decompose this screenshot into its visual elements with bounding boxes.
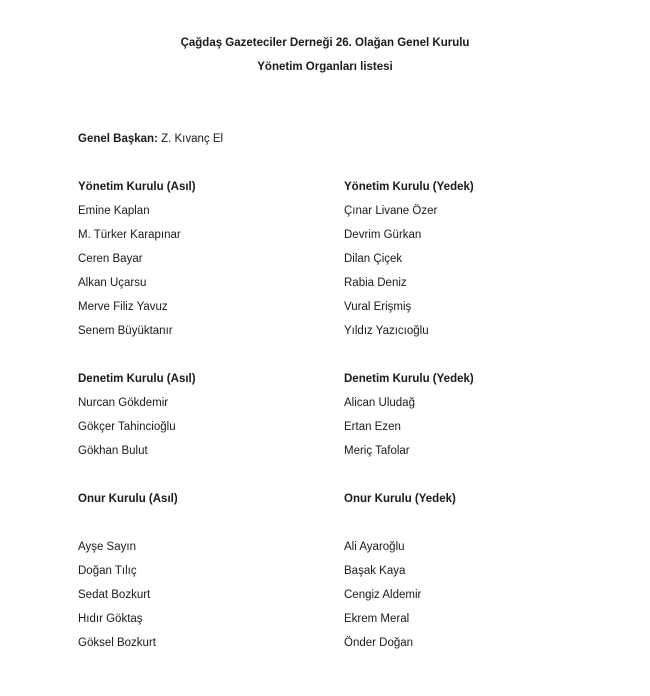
member-name: Çınar Livane Özer [344, 205, 438, 217]
section-heading: Onur Kurulu (Yedek) [344, 493, 456, 505]
member-name: Göksel Bozkurt [78, 637, 156, 649]
member-name: Ekrem Meral [344, 613, 410, 625]
member-name: Ayşe Sayın [78, 541, 136, 553]
document-title: Çağdaş Gazeteciler Derneği 26. Olağan Genel Kurulu [180, 37, 470, 49]
section-heading: Denetim Kurulu (Asıl) [78, 373, 196, 385]
president-name: Z. Kıvanç El [157, 133, 224, 145]
president-label: Genel Başkan: [78, 133, 158, 145]
member-name: Devrim Gürkan [344, 229, 422, 241]
member-name: Yıldız Yazıcıoğlu [344, 325, 429, 337]
section-heading: Yönetim Kurulu (Asıl) [78, 181, 196, 193]
section-heading: Yönetim Kurulu (Yedek) [344, 181, 474, 193]
member-name: Doğan Tılıç [78, 565, 137, 577]
member-name: Alican Uludağ [344, 397, 415, 409]
member-name: Sedat Bozkurt [78, 589, 151, 601]
member-name: Ceren Bayar [78, 253, 143, 265]
document-subtitle: Yönetim Organları listesi [257, 61, 393, 73]
member-name: Ertan Ezen [344, 421, 401, 433]
member-name: Emine Kaplan [78, 205, 150, 217]
member-name: Vural Erişmiş [344, 301, 412, 313]
president-line [78, 133, 223, 145]
member-name: Cengiz Aldemir [344, 589, 422, 601]
member-name: Başak Kaya [344, 565, 406, 577]
member-name: Senem Büyüktanır [78, 325, 173, 337]
member-name: Gökhan Bulut [78, 445, 148, 457]
member-name: Meriç Tafolar [344, 445, 410, 457]
member-name: Hıdır Göktaş [78, 613, 143, 625]
member-name: Alkan Uçarsu [78, 277, 147, 289]
member-name: Dilan Çiçek [344, 253, 403, 265]
member-name: Ali Ayaroğlu [344, 541, 405, 553]
member-name: Nurcan Gökdemir [78, 397, 169, 409]
member-name: Merve Filiz Yavuz [78, 301, 168, 313]
section-heading: Denetim Kurulu (Yedek) [344, 373, 474, 385]
member-name: Önder Doğan [344, 637, 414, 649]
member-name: Gökçer Tahincioğlu [78, 421, 176, 433]
section-heading: Onur Kurulu (Asıl) [78, 493, 178, 505]
member-name: M. Türker Karapınar [78, 229, 181, 241]
member-name: Rabia Deniz [344, 277, 407, 289]
